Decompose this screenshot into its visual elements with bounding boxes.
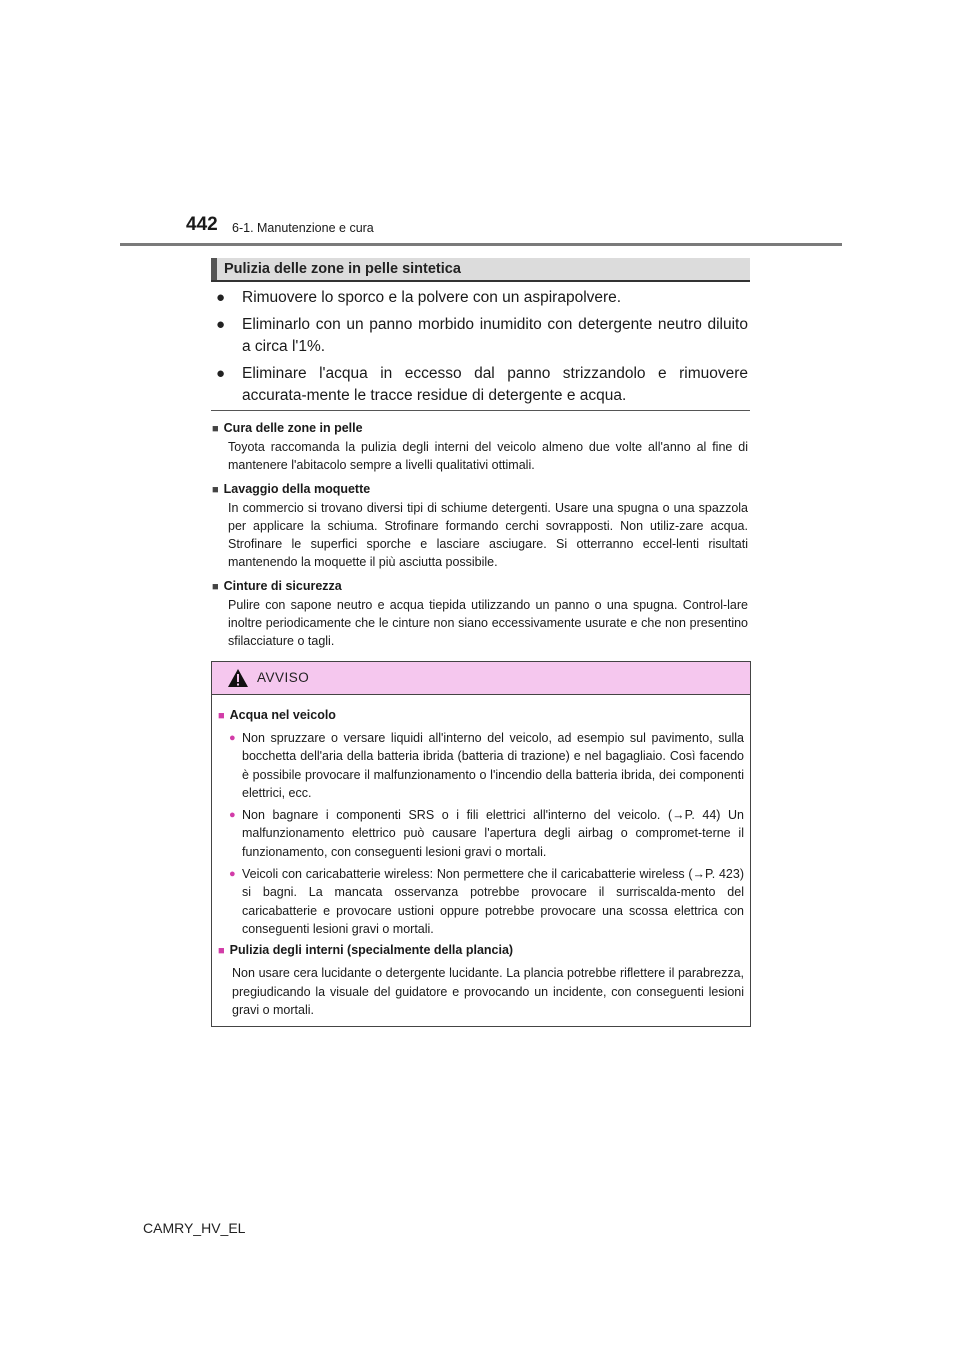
heading-accent-bar (211, 258, 217, 280)
square-bullet-icon: ■ (212, 580, 219, 593)
note-title: Lavaggio della moquette (223, 481, 371, 496)
document-code: CAMRY_HV_EL (143, 1220, 246, 1236)
warning-item: ● Non spruzzare o versare liquidi all'interno del veicolo, ad esempio sul pavimento, sulla bocchetta dell'aria della batteria ibrida (batteria di trazione) e nel bagagliaio. Così facendo è possibile provocare il malfunzionamento o l'incendio della batteria ibrida, dei componenti elettrici, ecc. (229, 731, 744, 800)
instruction-list (214, 287, 748, 412)
note-item (212, 578, 748, 651)
bullet-dot-icon: ● (229, 868, 236, 881)
square-bullet-icon: ■ (218, 945, 225, 958)
list-item: ● Rimuovere lo sporco e la polvere con un aspirapolvere. (214, 287, 748, 309)
warning-content (212, 695, 750, 1019)
warning-label: AVVISO (257, 670, 310, 685)
square-bullet-icon: ■ (218, 710, 225, 722)
bullet-dot-icon: ● (229, 732, 236, 744)
note-title: Cinture di sicurezza (223, 578, 342, 593)
chapter-label: 6-1. Manutenzione e cura (232, 221, 374, 235)
bullet-dot-icon: ● (216, 289, 226, 306)
square-bullet-icon: ■ (212, 423, 219, 435)
note-body: In commercio si trovano diversi tipi di schiume detergenti. Usare una spugna o una spazzola per applicare la schiuma. Strofinare formando cerchi sovrapposti. Non utiliz-zare acqua. Strofinare le superfici sporche e lasciare asciugare. Si otterranno eccel-lenti risultati mantenendo la moquette il più asciutta possibile. (228, 500, 748, 570)
warning-body: Non usare cera lucidante o detergente lucidante. La plancia potrebbe riflettere il parabrezza, pregiudicando la visuale del guidatore e provocando un incidente, con conseguenti lesioni gravi o mortali. (232, 966, 744, 1017)
notes-section (212, 420, 748, 657)
list-item: ● Eliminarlo con un panno morbido inumidito con detergente neutro diluito a circa l'1%. (216, 316, 748, 355)
section-heading (211, 258, 750, 282)
bullet-dot-icon: ● (216, 316, 226, 333)
square-bullet-icon: ■ (212, 483, 219, 496)
list-item: ● Eliminare l'acqua in eccesso dal panno strizzandolo e rimuovere accurata-mente le tracce residue di detergente e acqua. (216, 365, 748, 404)
note-body: Toyota raccomanda la pulizia degli interni del veicolo almeno due volte all'anno al fine di mantenere l'abitacolo sempre a livelli qualitativi ottimali. (228, 440, 748, 473)
warning-box (211, 661, 751, 1027)
warning-header (212, 662, 750, 695)
warning-item: ● Veicoli con caricabatterie wireless: Non permettere che il caricabatterie wireless (→P. 423) si bagni. La mancata osservanza potrebbe provocare il surriscalda-mento del caricabatterie e provocare ustioni oppure potrebbe provocare una scossa elettrica con conseguenti lesioni gravi o mortali. (229, 867, 744, 936)
warning-triangle-icon (227, 668, 249, 688)
note-title: Cura delle zone in pelle (223, 421, 363, 435)
header-divider (120, 243, 842, 246)
bullet-dot-icon: ● (216, 365, 226, 382)
warning-section-title: Pulizia degli interni (specialmente della plancia) (229, 943, 514, 958)
note-body: Pulire con sapone neutro e acqua tiepida utilizzando un panno o una spugna. Control-lare inoltre periodicamente che le cinture non siano eccessivamente usurate e che non presentino sfilacciature o tagli. (228, 597, 748, 649)
content-divider (211, 410, 750, 411)
section-heading-title: Pulizia delle zone in pelle sintetica (224, 261, 461, 277)
bullet-dot-icon: ● (229, 809, 236, 822)
page-number: 442 (186, 214, 218, 235)
warning-item: ● Non bagnare i componenti SRS o i fili elettrici all'interno del veicolo. (→P. 44) Un malfunzionamento elettrico può causare l'apertura degli airbag o compromet-terne il funzionamento, con conseguenti lesioni gravi o mortali. (229, 808, 744, 859)
note-item (212, 420, 748, 475)
warning-section-title: Acqua nel veicolo (229, 708, 336, 722)
note-item (212, 481, 748, 572)
